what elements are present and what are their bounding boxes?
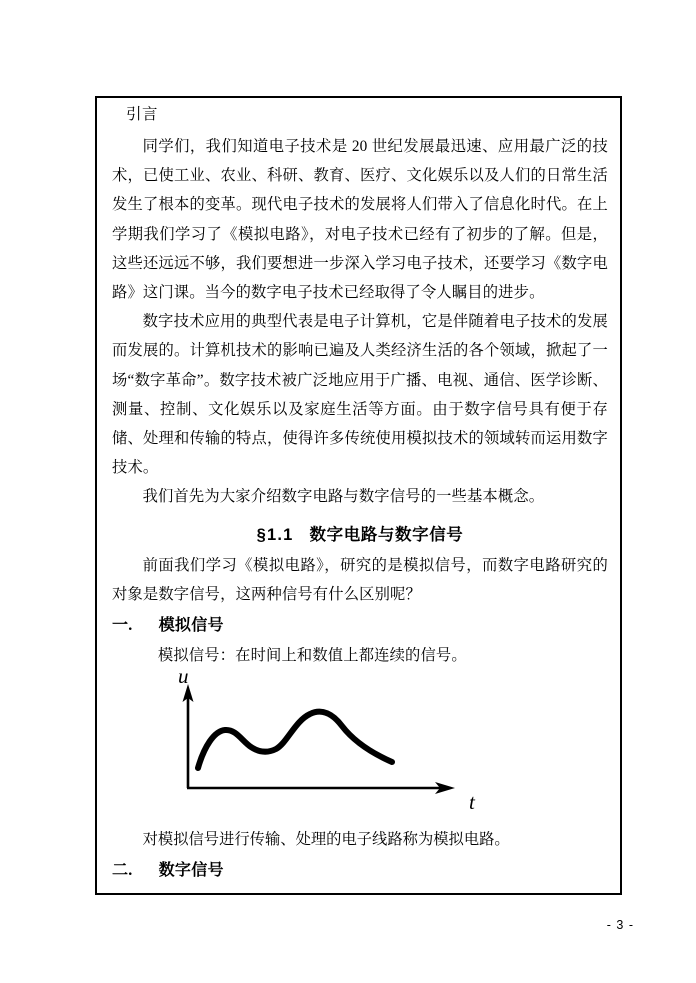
subsection-two-marker: 二.: [112, 862, 133, 880]
analog-signal-definition: 模拟信号：在时间上和数值上都连续的信号。: [157, 647, 467, 665]
section-intro-paragraph: 前面我们学习《模拟电路》，研究的是模拟信号，而数字电路研究的对象是数字信号，这两种信号有什么区别呢？: [112, 556, 608, 603]
document-content: [112, 100, 608, 886]
section-heading: [112, 521, 608, 545]
section-title: 数字电路与数字信号: [309, 525, 464, 544]
paragraph-3: 我们首先为大家介绍数字电路与数字信号的一些基本概念。: [142, 488, 545, 506]
analog-waveform-figure: [112, 673, 608, 825]
analog-signal-curve: [198, 712, 392, 768]
y-axis-label: u: [178, 673, 189, 689]
subsection-one-title: 模拟信号: [158, 617, 224, 635]
subsection-two-title: 数字信号: [158, 862, 224, 880]
subsection-one-heading: [112, 611, 608, 641]
page-number: - 3 -: [606, 918, 634, 932]
x-axis-label: t: [469, 790, 475, 815]
paragraph-2: 数字技术应用的典型代表是电子计算机，它是伴随着电子技术的发展而发展的。计算机技术的影响已遍及人类经济生活的各个领域，掀起了一场“数字革命”。数字技术被广泛地应用于广播、电视、通信、医学诊断、测量、控制、文化娱乐以及家庭生活等方面。由于数字信号具有便于存储、处理和传输的特点，使得许多传统使用模拟技术的领域转而运用数字技术。: [112, 313, 608, 477]
intro-heading: 引言: [126, 106, 159, 123]
analog-waveform-svg: [170, 673, 510, 823]
subsection-one-marker: 一.: [112, 617, 133, 635]
section-number: §1.1: [256, 525, 294, 544]
analog-circuit-caption: 对模拟信号进行传输、处理的电子线路称为模拟电路。: [142, 831, 510, 849]
paragraph-1: 同学们，我们知道电子技术是 20 世纪发展最迅速、应用最广泛的技术，已使工业、农业、科研、教育、医疗、文化娱乐以及人们的日常生活发生了根本的变革。现代电子技术的发展将人们带入了信息化时代。在上学期我们学习了《模拟电路》，对电子技术已经有了初步的了解。但是，这些还远远不够，我们要想进一步深入学习电子技术，还要学习《数字电路》这门课。当今的数字电子技术已经取得了令人瞩目的进步。: [112, 138, 608, 302]
subsection-two-heading: [112, 856, 608, 886]
